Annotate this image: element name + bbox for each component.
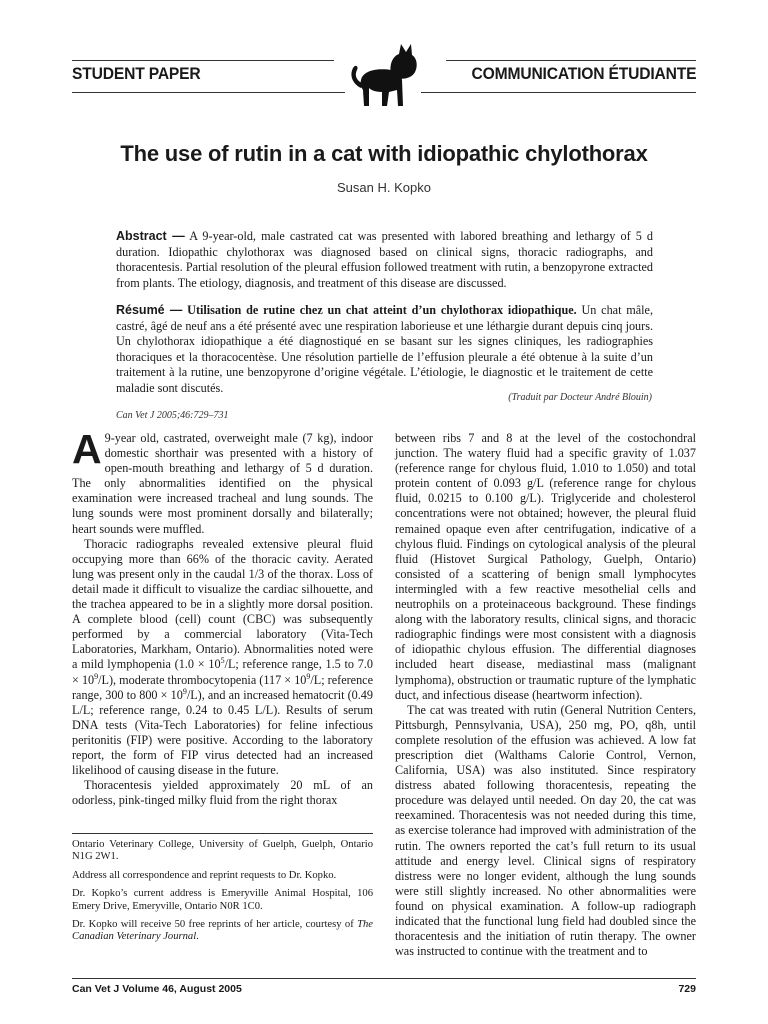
affiliation-note: Ontario Veterinary College, University of Guelph, Guelph, Ontario N1G 2W1.	[72, 839, 373, 863]
abstract-text: A 9-year-old, male castrated cat was presented with labored breathing and lethargy of 5 d duration. Idiopathic chylothorax was diagnosed based on clinical signs, thoracic radiographs, and thoracentesis. Partial resolution of the pleural effusion followed treatment with rutin, a benzopyrone extracted from plants. The etiology, diagnosis, and treatment of this disease are discussed.	[116, 229, 654, 290]
resume-heading: Résumé —	[116, 303, 183, 317]
section-label-french: COMMUNICATION ÉTUDIANTE	[471, 64, 696, 83]
section-label-english: STUDENT PAPER	[72, 64, 201, 83]
footer-rule	[72, 978, 696, 979]
body-column-right	[395, 431, 696, 959]
translator-note: (Traduit par Docteur André Blouin)	[508, 392, 652, 403]
article-author: Susan H. Kopko	[337, 180, 431, 195]
journal-citation: Can Vet J 2005;46:729–731	[116, 410, 229, 421]
correspondence-note: Address all correspondence and reprint requests to Dr. Kopko.	[72, 869, 337, 881]
body-paragraph: A 9-year old, castrated, overweight male (7 kg), indoor domestic shorthair was presented with a history of open-mouth breathing and lethargy of 5 d duration. The only abnormalities identified on the physical examination were increased tracheal and lung sounds. The lung sounds were most prominent dorsally and bilaterally; heart sounds were muffled.	[72, 426, 373, 536]
body-paragraph: The cat was treated with rutin (General Nutrition Centers, Pittsburgh, Pennsylvania, USA), 250 mg, PO, q8h, until complete resolution of the effusion was achieved. A low fat prescription diet (Walthams Calorie Control, Vernon, California, USA) was also instituted. Since respiratory distress abated following thoracentesis, repeating the procedure was delayed until needed. On day 20, the cat was reexamined. Thoracentesis was not needed during this time, as exercise tolerance had improved with administration of the rutin. The owners reported the cat’s full return to its usual attitude and energy level. Clinical signs of respiratory distress were no longer evident, although the lung sounds were still slightly increased. No other abnormalities were found on physical examination. A follow-up radiograph indicated that the functional lung field had doubled since the thoracentesis and the initiation of rutin therapy. The owner was instructed to continue with the treatment and to	[395, 702, 696, 959]
current-address-note: Dr. Kopko’s current address is Emeryville Animal Hospital, 106 Emery Drive, Emeryville, Ontario N0R 1C0.	[72, 888, 373, 912]
cat-silhouette-icon	[345, 40, 421, 110]
header-top-rule-right	[446, 60, 696, 61]
body-paragraph: between ribs 7 and 8 at the level of the costochondral junction. The watery fluid had a specific gravity of 1.037 (reference range for chylous fluid, 1.010 to 1.050) and total protein content of 0.093 g/L (reference range for chylous fluid, 0.0215 to 0.100 g/L). Triglyceride and cholesterol concentrations were not obtained; however, the pleural fluid remained opaque even after centrifugation, indicative of a chylous fluid. Findings on cytological analysis of the pleural fluid (Histovet Surgical Pathology, Guelph, Ontario) consisted of a scattering of benign small lymphocytes intermingled with a few reactive mesothelial cells and neutrophils on a proteinaceous background. These findings along with the laboratory results, clinical signs, and thoracic radiographic findings were most consistent with a diagnosis of idiopathic chylous effusion. The differential diagnoses included heart disease, mediastinal mass (malignant lymphoma), obstruction or traumatic rupture of the lymphatic duct, and infectious disease (heartworm infection).	[395, 431, 696, 702]
abstract-heading: Abstract —	[116, 229, 185, 243]
header-top-rule-left	[72, 60, 334, 61]
resume	[116, 303, 653, 397]
article-title: The use of rutin in a cat with idiopathic chylothorax	[120, 141, 648, 166]
reprints-note: Dr. Kopko will receive 50 free reprints of her article, courtesy of The Canadian Veterinary Journal.	[72, 919, 373, 943]
resume-text: Un chat mâle, castré, âgé de neuf ans a été présenté avec une respiration laborieuse et une léthargie durant depuis cinq jours. Un chylothorax idiopathique a été diagnostiqué en se basant sur les signes cliniques, les radiographies thoraciques et la thoracocentèse. Une résolution partielle de l’effusion pleurale a été obtenue à la suite d’un traitement à la rutine, une benzopyrone d’origine végétale. L’étiologie, le diagnostic et le traitement de cette maladie sont discutés.	[116, 303, 654, 395]
abstract	[116, 229, 653, 291]
resume-title: Utilisation de rutine chez un chat atteint d’un chylothorax idiopathique.	[187, 303, 577, 317]
page-number: 729	[678, 983, 696, 995]
author-affiliations	[72, 839, 373, 950]
footer-journal-issue: Can Vet J Volume 46, August 2005	[72, 983, 242, 995]
body-column-left	[72, 426, 373, 808]
body-paragraph: Thoracic radiographs revealed extensive pleural fluid occupying more than 66% of the thoracic cavity. Aerated lung was present only in the caudal 1/3 of the thorax. Loss of detail made it difficult to visualize the cardiac silhouette, and the trachea appeared to be in a slightly more dorsal position. A complete blood (cell) count (CBC) was subsequently performed by a commercial laboratory (Vita-Tech Laboratories, Markham, Ontario). Abnormalities noted were a mild lymphopenia ($1.0 \times 10^5/L$; reference range, 1.5 to $7.0 \times 10^9/L$), moderate thrombocytopenia ($117 \times 10^9/L$; reference range, 300 to $800 \times 10^9/L$), and an increased hematocrit (0.49 L/L; reference range, 0.24 to 0.45 L/L). Results of serum DNA tests (Vita-Tech Laboratories) for feline infectious peritonitis (FIP) were positive. According to the laboratory report, the form of FIP virus detected had an increased likelihood of causing disease in the future.	[72, 536, 373, 778]
footnote-rule	[72, 833, 373, 834]
drop-cap: A	[72, 426, 102, 472]
body-paragraph: Thoracentesis yielded approximately 20 mL of an odorless, pink-tinged milky fluid from the right thorax	[72, 778, 373, 808]
